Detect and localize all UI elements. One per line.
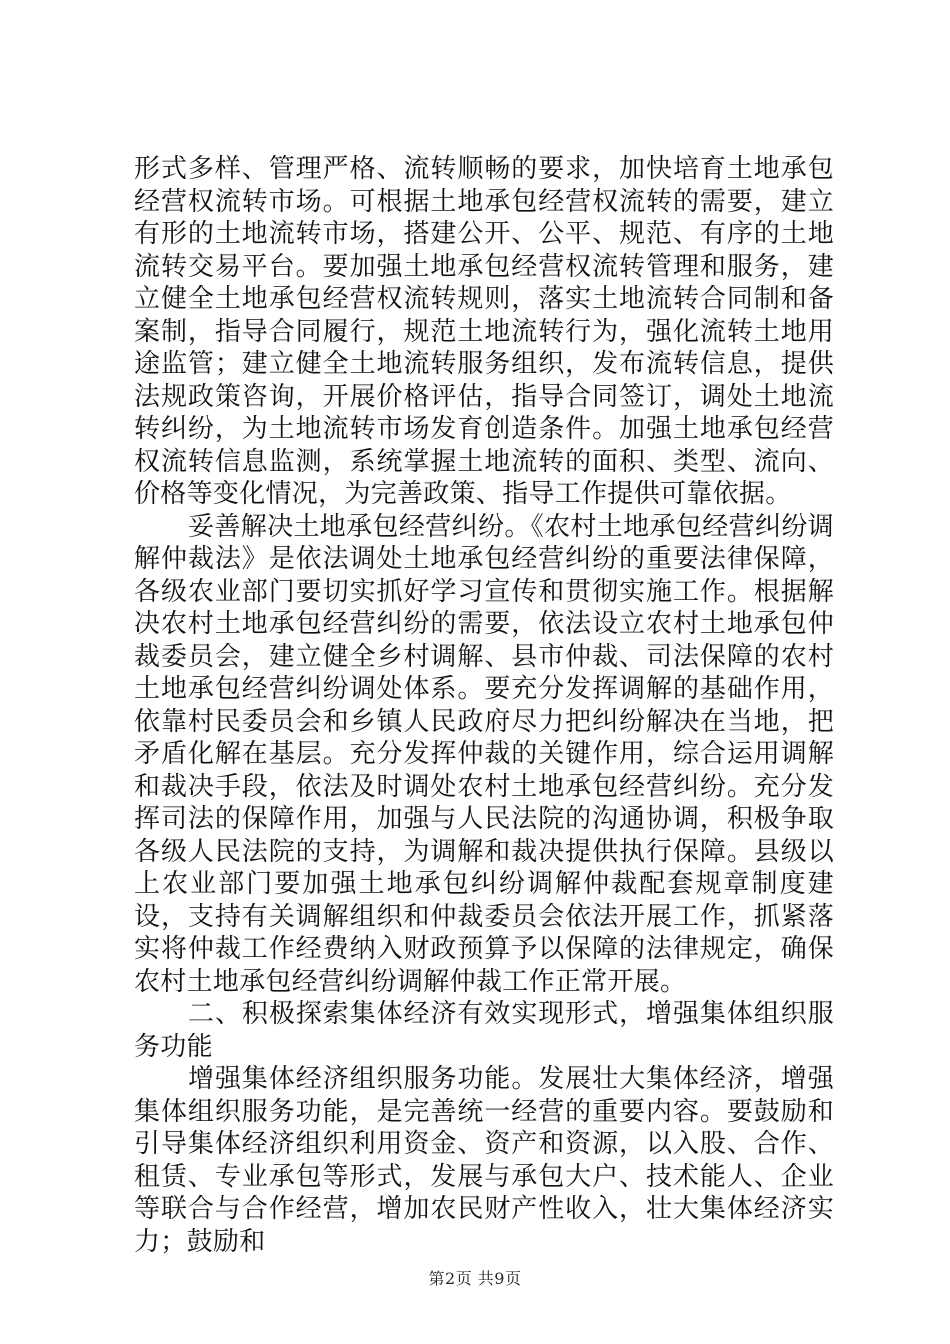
- paragraph-land-transfer-market: 形式多样、管理严格、流转顺畅的要求，加快培育土地承包经营权流转市场。可根据土地承包经营权流转的需要，建立有形的土地流转市场，搭建公开、公平、规范、有序的土地流转交易平台。要加强土地承包经营权流转管理和服务，建立健全土地承包经营权流转规则，落实土地流转合同制和备案制，指导合同履行，规范土地流转行为，强化流转土地用途监管；建立健全土地流转服务组织，发布流转信息，提供法规政策咨询，开展价格评估，指导合同签订，调处土地流转纠纷，为土地流转市场发育创造条件。加强土地承包经营权流转信息监测，系统掌握土地流转的面积、类型、流向、价格等变化情况，为完善政策、指导工作提供可靠依据。: [134, 154, 834, 509]
- page-footer: 第2页 共9页: [428, 1269, 522, 1288]
- paragraph-dispute-resolution: 妥善解决土地承包经营纠纷。《农村土地承包经营纠纷调解仲裁法》是依法调处土地承包经营纠纷的重要法律保障，各级农业部门要切实抓好学习宣传和贯彻实施工作。根据解决农村土地承包经营纠纷的需要，依法设立农村土地承包仲裁委员会，建立健全乡村调解、县市仲裁、司法保障的农村土地承包经营纠纷调处体系。要充分发挥调解的基础作用，依靠村民委员会和乡镇人民政府尽力把纠纷解决在当地，把矛盾化解在基层。充分发挥仲裁的关键作用，综合运用调解和裁决手段，依法及时调处农村土地承包经营纠纷。充分发挥司法的保障作用，加强与人民法院的沟通协调，积极争取各级人民法院的支持，为调解和裁决提供执行保障。县级以上农业部门要加强土地承包纠纷调解仲裁配套规章制度建设，支持有关调解组织和仲裁委员会依法开展工作，抓紧落实将仲裁工作经费纳入财政预算予以保障的法律规定，确保农村土地承包经营纠纷调解仲裁工作正常开展。: [134, 511, 834, 997]
- section-heading-collective-economy: 二、积极探索集体经济有效实现形式，增强集体组织服务功能: [134, 999, 834, 1062]
- body-text: [134, 153, 834, 1258]
- paragraph-collective-services: 增强集体经济组织服务功能。发展壮大集体经济，增强集体组织服务功能，是完善统一经营的重要内容。要鼓励和引导集体经济组织利用资金、资产和资源，以入股、合作、租赁、专业承包等形式，发展与承包大户、技术能人、企业等联合与合作经营，增加农民财产性收入，壮大集体经济实力；鼓励和: [134, 1064, 834, 1257]
